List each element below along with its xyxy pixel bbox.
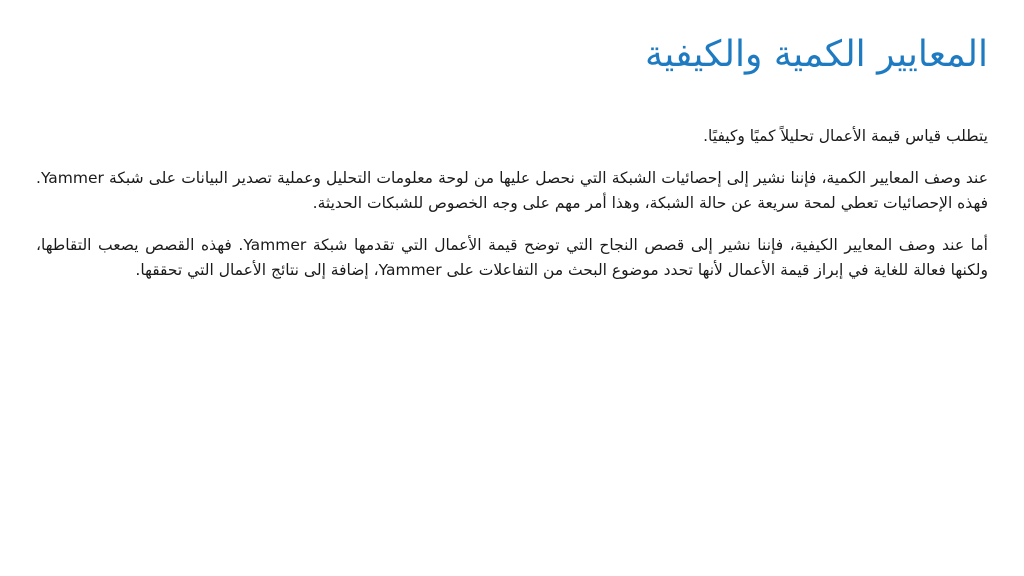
paragraph-quantitative: عند وصف المعايير الكمية، فإننا نشير إلى إحصائيات الشبكة التي نحصل عليها من لوحة معلومات التحليل وعملية تصدير البيانات على شبكة Yammer. فهذه الإحصائيات تعطي لمحة سريعة عن حالة الشبكة، وهذا أمر مهم على وجه الخصوص للشبكات الحديثة.	[36, 169, 988, 212]
slide-body	[36, 124, 988, 300]
paragraph-qualitative: أما عند وصف المعايير الكيفية، فإننا نشير إلى قصص النجاح التي توضح قيمة الأعمال التي تقدمها شبكة Yammer. فهذه القصص يصعب التقاطها، ولكنها فعالة للغاية في إبراز قيمة الأعمال لأنها تحدد موضوع البحث من التفاعلات على Yammer، إضافة إلى نتائج الأعمال التي تحققها.	[36, 236, 988, 279]
paragraph-intro: يتطلب قياس قيمة الأعمال تحليلاً كميًا وكيفيًا.	[703, 127, 988, 145]
slide-title: المعايير الكمية والكيفية	[644, 34, 988, 75]
